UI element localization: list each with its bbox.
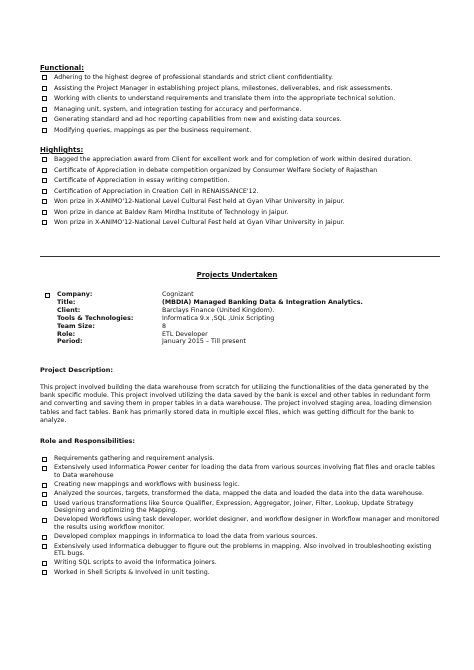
functional-heading: Functional: bbox=[40, 64, 85, 72]
list-item: Analyzed the sources, targets, transformed the data, mapped the data and loaded the data into the data warehouse. bbox=[40, 490, 440, 498]
checkbox-bullet-icon bbox=[42, 117, 47, 122]
checkbox-bullet-icon bbox=[42, 189, 47, 194]
checkbox-bullet-icon bbox=[42, 107, 47, 112]
checkbox-bullet-icon bbox=[42, 466, 47, 471]
list-item: Generating standard and ad hoc reporting capabilities from new and existing data sources. bbox=[40, 115, 440, 126]
detail-row-title: Title: (MBDIA) Managed Banking Data & Integration Analytics. bbox=[57, 298, 363, 306]
checkbox-bullet-icon bbox=[42, 75, 47, 80]
checkbox-bullet-icon bbox=[42, 483, 47, 488]
detail-row-period: Period: January 2015 – Till present bbox=[57, 338, 246, 346]
list-item: Certification of Appreciation in Creation Cell in RENAISSANCE'12. bbox=[40, 187, 440, 198]
detail-row-team-size: Team Size: 8 bbox=[57, 322, 167, 330]
project-description-text: This project involved building the data warehouse from scratch for utilizing the functionalities of the data generated by the bank specific module. This project involved utilizing the data saved by the bank is excel and other tables in redundant form and converting and saving them in proper tables in a data warehouse. The project involved staging area, loading dimension tables and fact tables. Bank has primarily stored data in multiple excel files, which was getting difficult for the bank to analyze. bbox=[40, 384, 432, 424]
list-item: Assisting the Project Manager in establishing project plans, milestones, deliverables, and risk assessments. bbox=[40, 84, 440, 95]
list-item: Worked in Shell Scripts & Involved in unit testing. bbox=[40, 569, 440, 577]
list-item: Requirements gathering and requirement analysis. bbox=[40, 455, 440, 463]
detail-row-role: Role: ETL Developer bbox=[57, 330, 208, 338]
checkbox-bullet-icon bbox=[42, 96, 47, 101]
checkbox-bullet-icon bbox=[42, 544, 47, 549]
projects-title: Projects Undertaken bbox=[196, 271, 278, 279]
detail-row-client: Client: Barclays Finance (United Kingdom). bbox=[57, 306, 275, 314]
list-item: Developed Workflows using task developer, worklet designer, and workflow designer in Workflow manager and monitored the results using workflow monitor. bbox=[40, 516, 440, 531]
checkbox-bullet-icon bbox=[42, 457, 47, 462]
list-item: Certificate of Appreciation in essay writing competition. bbox=[40, 176, 440, 187]
checkbox-bullet-icon bbox=[42, 492, 47, 497]
checkbox-bullet-icon bbox=[42, 128, 47, 133]
list-item: Creating new mappings and workflows with business logic. bbox=[40, 481, 440, 489]
list-item: Extensively used Informatica Power center for loading the data from various sources involving flat files and oracle tables to Data warehouse bbox=[40, 464, 440, 479]
list-item: Bagged the appreciation award from Client for excellent work and for completion of work within desired duration. bbox=[40, 155, 440, 166]
list-item: Won prize in dance at Baldev Ram Mirdha Institute of Technology in Jaipur. bbox=[40, 208, 440, 219]
roles-list bbox=[40, 455, 440, 578]
functional-list bbox=[40, 73, 440, 136]
project-details bbox=[42, 291, 363, 346]
project-description-heading: Project Description: bbox=[40, 366, 113, 374]
list-item: Working with clients to understand requirements and translate them into the appropriate technical solution. bbox=[40, 94, 440, 105]
checkbox-bullet-icon bbox=[42, 86, 47, 91]
checkbox-bullet-icon bbox=[42, 220, 47, 225]
list-item: Adhering to the highest degree of professional standards and strict client confidentiality. bbox=[40, 73, 440, 84]
list-item: Developed complex mappings in Informatica to load the data from various sources. bbox=[40, 533, 440, 541]
highlights-list bbox=[40, 155, 440, 229]
list-item: Writing SQL scripts to avoid the Informatica Joiners. bbox=[40, 559, 440, 567]
roles-heading: Role and Responsibilities: bbox=[40, 437, 135, 445]
checkbox-bullet-icon bbox=[42, 157, 47, 162]
list-item: Used various transformations like Source Qualifier, Expression, Aggregator, Joiner, Filter, Lookup, Update Strategy Designing and optimizing the Mapping. bbox=[40, 500, 440, 515]
checkbox-bullet-icon bbox=[45, 293, 50, 298]
detail-row-tools: Tools & Technologies: Informatica 9.x ,SQL ,Unix Scripting bbox=[57, 314, 275, 322]
list-item: Won prize in X-ANIMO'12-National Level Cultural Fest held at Gyan Vihar University in Jaipur. bbox=[40, 197, 440, 208]
checkbox-bullet-icon bbox=[42, 570, 47, 575]
list-item: Won prize in X-ANIMO'12-National Level Cultural Fest held at Gyan Vihar University in Jaipur. bbox=[40, 218, 440, 229]
checkbox-bullet-icon bbox=[42, 501, 47, 506]
checkbox-bullet-icon bbox=[42, 199, 47, 204]
list-item: Certificate of Appreciation in debate competition organized by Consumer Welfare Society of Rajasthan bbox=[40, 166, 440, 177]
list-item: Modifying queries, mappings as per the business requirement. bbox=[40, 126, 440, 137]
checkbox-bullet-icon bbox=[42, 561, 47, 566]
checkbox-bullet-icon bbox=[42, 518, 47, 523]
list-item: Extensively used Informatica debugger to figure out the problems in mapping. Also involved in troubleshooting existing ETL bugs. bbox=[40, 543, 440, 558]
detail-row-company: Company: Cognizant bbox=[57, 291, 194, 298]
checkbox-bullet-icon bbox=[42, 168, 47, 173]
checkbox-bullet-icon bbox=[42, 535, 47, 540]
highlights-heading: Highlights: bbox=[40, 146, 84, 154]
checkbox-bullet-icon bbox=[42, 210, 47, 215]
list-item: Managing unit, system, and integration testing for accuracy and performance. bbox=[40, 105, 440, 116]
checkbox-bullet-icon bbox=[42, 178, 47, 183]
section-divider bbox=[40, 256, 440, 257]
